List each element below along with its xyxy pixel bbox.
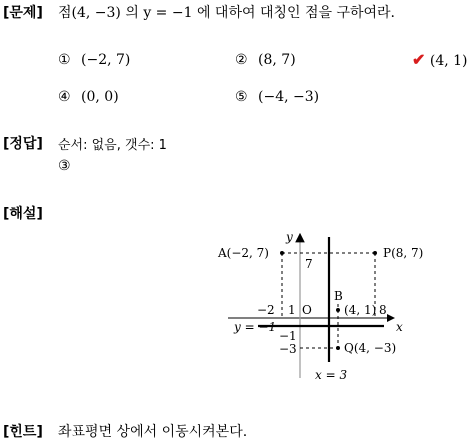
choice-text: (−2, 7): [81, 52, 131, 68]
hint-label: [힌트]: [3, 424, 43, 440]
tick-7: 7: [305, 257, 313, 271]
point-p: [373, 251, 377, 255]
point-b: [336, 308, 340, 312]
choice-text: (0, 0): [81, 89, 119, 105]
problem-label: [문제]: [3, 5, 43, 21]
answer-value: ③: [58, 158, 71, 174]
label-b: B: [334, 289, 343, 303]
selected-check-icon: ✔: [412, 50, 426, 69]
choice-number: ④: [58, 89, 71, 105]
answer-label: [정답]: [3, 136, 43, 152]
choice-number: ①: [58, 52, 71, 68]
choice-number: ⑤: [235, 89, 248, 105]
explanation-label: [해설]: [3, 206, 43, 222]
label-p: P(8, 7): [383, 246, 424, 260]
tick-minus-1: −1: [279, 329, 297, 343]
label-x-axis: x: [396, 320, 403, 334]
label-y-axis: y: [286, 230, 293, 244]
choice-text: (4, 1): [429, 53, 468, 69]
answer-meta: 순서: 없음, 갯수: 1: [58, 138, 167, 153]
choice-text: (8, 7): [258, 52, 296, 68]
label-origin: O: [302, 303, 312, 317]
hint-text: 좌표평면 상에서 이동시켜본다.: [58, 424, 248, 440]
choice-number: ②: [235, 52, 248, 68]
tick-1: 1: [288, 303, 296, 317]
label-b-coord: (4, 1): [344, 303, 377, 317]
tick-8: 8: [379, 303, 387, 317]
label-q: Q(4, −3): [344, 341, 397, 355]
label-line-x: x = 3: [315, 368, 348, 382]
point-q: [336, 346, 340, 350]
tick-minus-3: −3: [279, 342, 297, 356]
label-line-y: y = −1: [234, 320, 277, 334]
choice-text: (−4, −3): [258, 89, 320, 105]
point-a: [280, 251, 284, 255]
tick-minus-2: −2: [257, 303, 275, 317]
question-text: 점(4, −3) 의 y = −1 에 대하여 대칭인 점을 구하여라.: [58, 5, 396, 21]
label-a: A(−2, 7): [218, 246, 269, 260]
